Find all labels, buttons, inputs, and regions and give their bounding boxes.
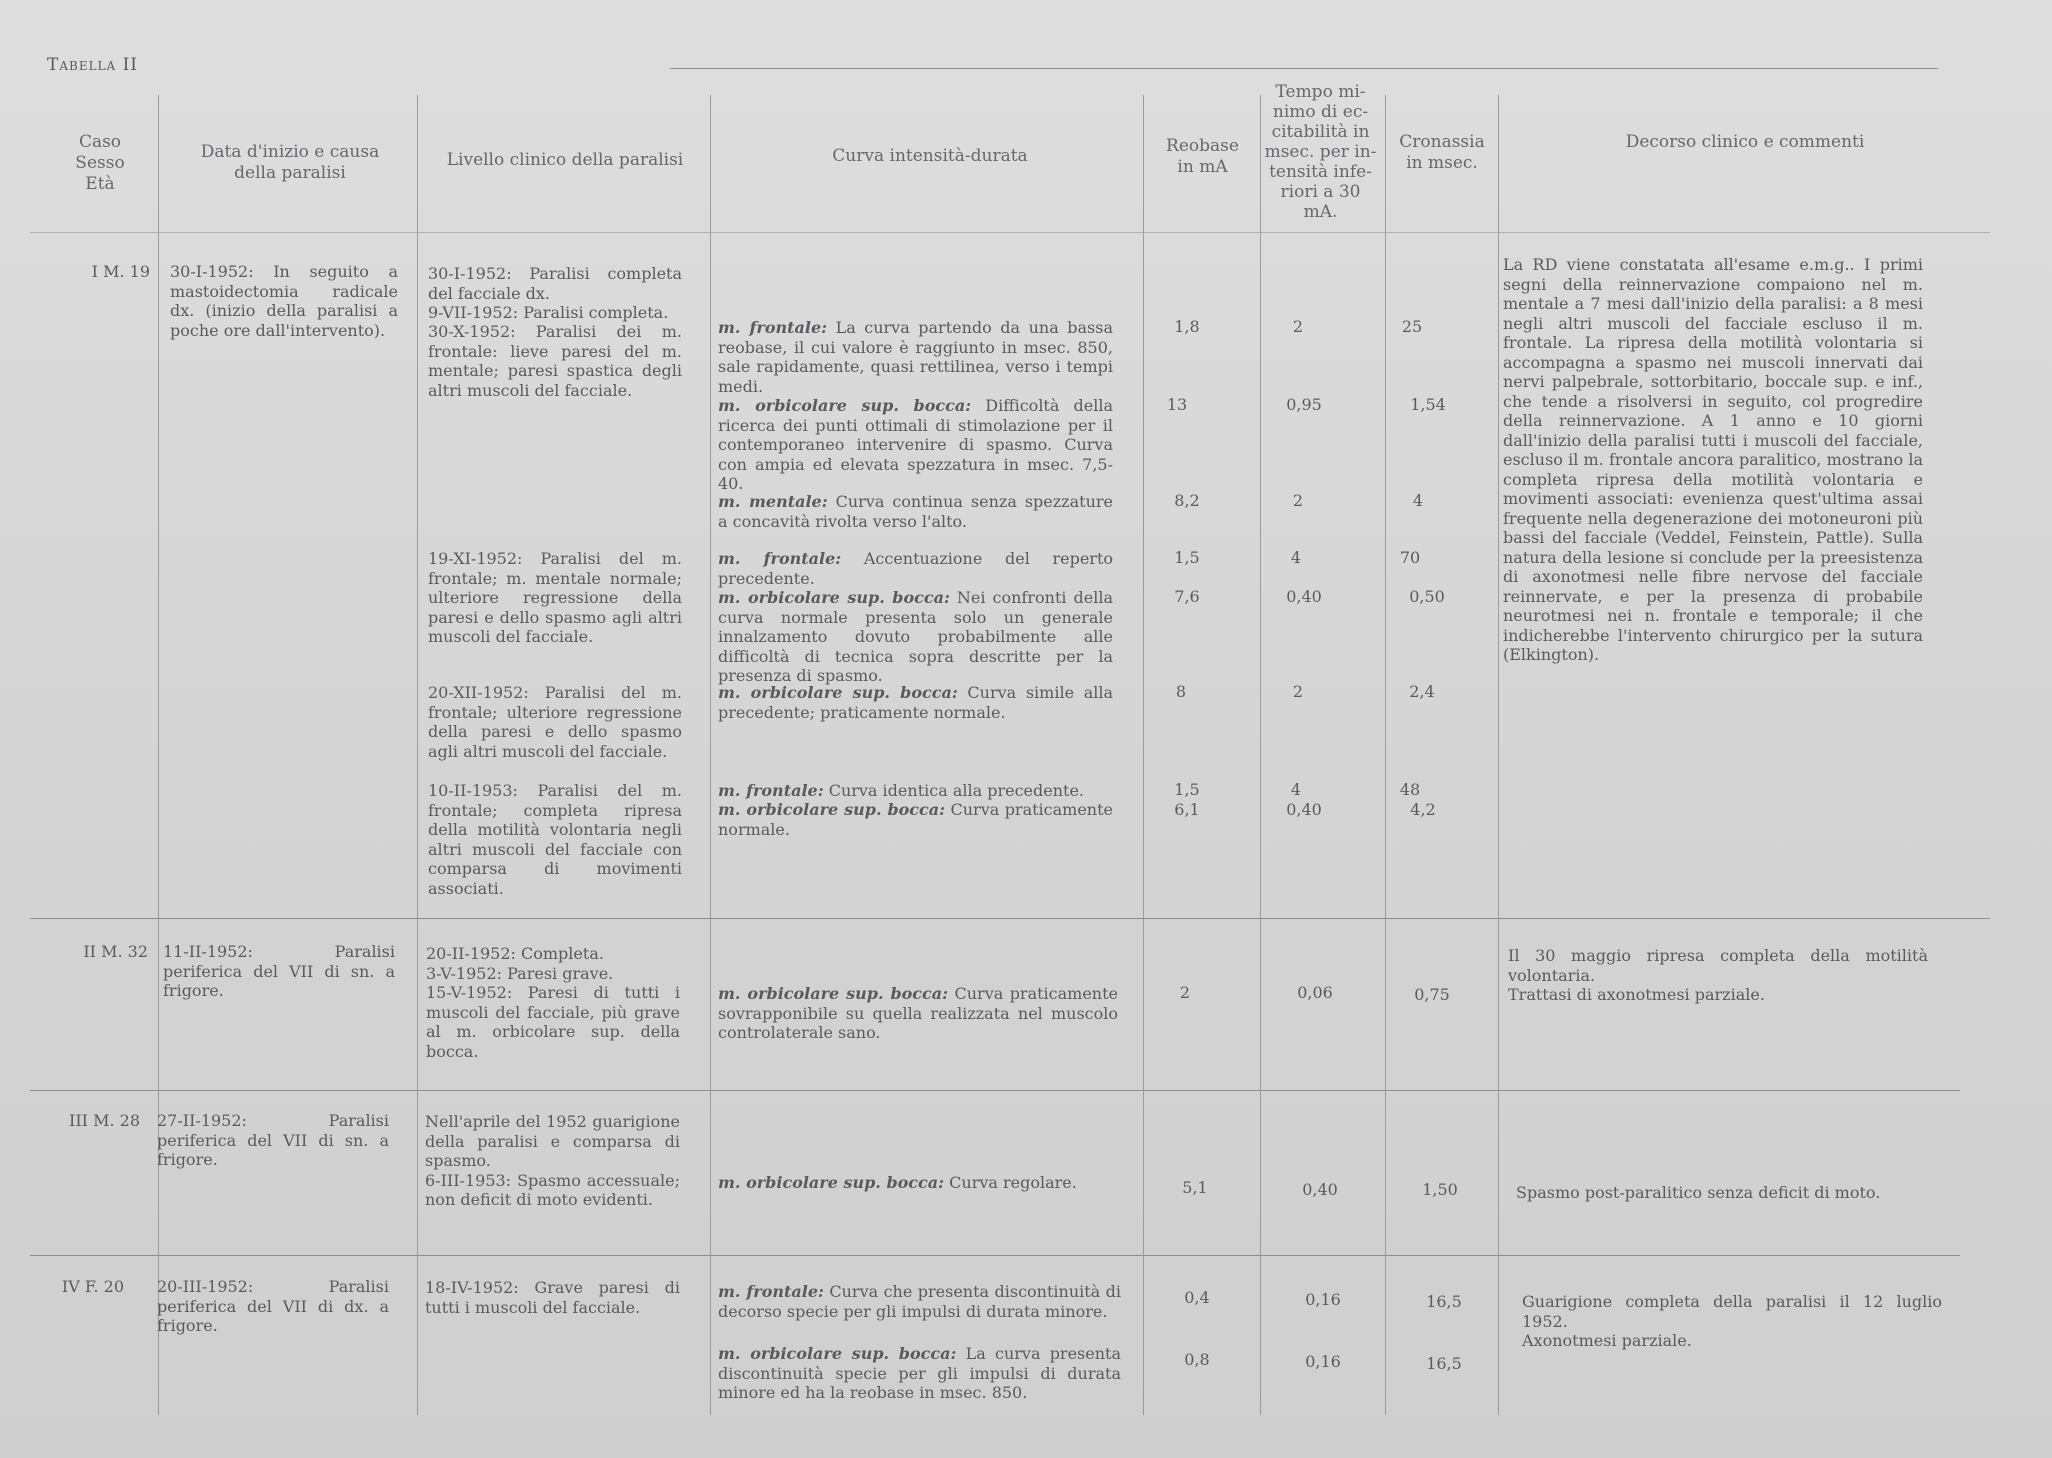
- header-rule: [30, 232, 1990, 233]
- case-4-cronassia-1: 16,5: [1426, 1292, 1462, 1311]
- case-1-livello-4: 19-XI-1952: Paralisi del m. frontale; m. mentale normale; ulteriore regressione della paresi e dello spasmo agli altri muscoli del facciale.: [428, 549, 682, 646]
- header-caso: Caso Sesso Età: [75, 132, 125, 194]
- case-4-id: IV F. 20: [61, 1277, 124, 1296]
- case-1-cronassia-3: 4: [1412, 491, 1424, 510]
- case-1-curva-6: m. orbicolare sup. bocca: Curva simile alla precedente; praticamente normale.: [718, 683, 1114, 722]
- case-2-decorso: Il 30 maggio ripresa completa della motilità volontaria. Trattasi di axonotmesi parziale.: [1508, 946, 1928, 1004]
- case-1-tempo-5: 0,40: [1286, 587, 1322, 606]
- case-1-cronassia-1: 25: [1401, 317, 1423, 336]
- case-2-livelli: 20-II-1952: Completa. 3-V-1952: Paresi grave. 15-V-1952: Paresi di tutti i muscoli del facciale, più grave al m. orbicolare sup. della bocca.: [426, 944, 680, 1061]
- case-1-tempo-7: 4: [1290, 780, 1302, 799]
- row-separator-3: [30, 1255, 1960, 1256]
- case-1-curva-3: m. mentale: Curva continua senza spezzature a concavità rivolta verso l'alto.: [718, 492, 1113, 531]
- case-3-decorso: Spasmo post-paralitico senza deficit di moto.: [1516, 1183, 1881, 1202]
- case-2-tempo: 0,06: [1297, 983, 1333, 1002]
- header-cronassia: Cronassia in msec.: [1399, 132, 1485, 173]
- case-1-tempo-2: 0,95: [1286, 395, 1322, 414]
- case-1-causa: 30-I-1952: In seguito a mastoidectomia radicale dx. (inizio della paralisi a poche ore dall'intervento).: [170, 262, 398, 340]
- col-divider-5: [1260, 95, 1261, 1415]
- case-2-reobase: 2: [1179, 983, 1191, 1002]
- case-1-tempo-1: 2: [1292, 317, 1304, 336]
- case-1-reobase-1: 1,8: [1174, 317, 1200, 336]
- col-divider-1: [158, 95, 159, 1415]
- case-1-id: I M. 19: [91, 262, 150, 281]
- case-4-cronassia-2: 16,5: [1426, 1354, 1462, 1373]
- table-label: Tabella II: [47, 55, 139, 75]
- case-3-id: III M. 28: [69, 1111, 140, 1130]
- header-livello: Livello clinico della paralisi: [446, 150, 684, 170]
- case-1-reobase-3: 8,2: [1174, 491, 1200, 510]
- case-1-curva-1: m. frontale: La curva partendo da una bassa reobase, il cui valore è raggiunto in msec. 850, sale rapidamente, quasi rettilinea, verso i tempi medi.: [718, 318, 1113, 396]
- case-1-cronassia-7: 48: [1399, 780, 1421, 799]
- case-1-cronassia-4: 70: [1399, 548, 1421, 567]
- header-data: Data d'inizio e causa della paralisi: [200, 142, 380, 183]
- case-1-reobase-8: 6,1: [1174, 800, 1200, 819]
- case-1-curva-4: m. frontale: Accentuazione del reperto precedente.: [718, 549, 1113, 588]
- header-decorso: Decorso clinico e commenti: [1625, 132, 1865, 152]
- col-divider-4: [1143, 95, 1144, 1415]
- case-1-reobase-7: 1,5: [1174, 780, 1200, 799]
- case-3-tempo: 0,40: [1302, 1180, 1338, 1199]
- case-1-cronassia-8: 4,2: [1410, 800, 1436, 819]
- case-1-tempo-4: 4: [1290, 548, 1302, 567]
- case-4-causa: 20-III-1952: Paralisi periferica del VII di dx. a frigore.: [157, 1277, 389, 1335]
- case-3-curva-1: m. orbicolare sup. bocca: Curva regolare.: [718, 1173, 1077, 1192]
- case-1-livello-6: 10-II-1953: Paralisi del m. frontale; completa ripresa della motilità volontaria negli altri muscoli del facciale con comparsa di movimenti associati.: [428, 781, 682, 898]
- row-separator-1: [30, 918, 1990, 919]
- case-4-curva-1: m. frontale: Curva che presenta discontinuità di decorso specie per gli impulsi di durata minore.: [718, 1282, 1121, 1321]
- case-1-decorso: La RD viene constatata all'esame e.m.g.. I primi segni della reinnervazione compaiono nel m. mentale a 7 mesi dall'inizio della paralisi: a 8 mesi negli altri muscoli del facciale escluso il m. frontale. La ripresa della motilità volontaria si accompagna a spasmo nei muscoli innervati dai nervi palpebrale, sottorbitario, boccale sup. e inf., che tende a risolversi in seguito, col progredire della reinnervazione. A 1 anno e 10 giorni dall'inizio della paralisi tutti i muscoli del facciale, escluso il m. frontale ancora paralitico, mostrano la completa ripresa della motilità volontaria e movimenti associati: evenienza quest'ultima assai frequente nella degenerazione dei motoneuroni più bassi del facciale (Veddel, Feinstein, Pattle). Sulla natura della lesione si conclude per la preesistenza di axonotmesi nelle fibre nervose del facciale reinnervate, e per la presenza di probabile neurotmesi nei n. frontale e temporale; il che indicherebbe l'intervento chirurgico per la sutura (Elkington).: [1503, 255, 1923, 664]
- case-1-reobase-6: 8: [1175, 682, 1187, 701]
- case-1-tempo-6: 2: [1292, 682, 1304, 701]
- case-4-reobase-2: 0,8: [1184, 1350, 1210, 1369]
- col-divider-7: [1498, 95, 1499, 1415]
- case-1-curva-8: m. orbicolare sup. bocca: Curva praticamente normale.: [718, 800, 1114, 839]
- case-4-curva-2: m. orbicolare sup. bocca: La curva presenta discontinuità specie per gli impulsi di durata minore ed ha la reobase in msec. 850.: [718, 1344, 1121, 1402]
- case-1-livello-5: 20-XII-1952: Paralisi del m. frontale; ulteriore regressione della paresi e dello spasmo agli altri muscoli del facciale.: [428, 683, 682, 761]
- case-1-livello-3: 30-X-1952: Paralisi dei m. frontale: lieve paresi del m. mentale; paresi spastica degli altri muscoli del facciale.: [428, 322, 682, 400]
- case-3-reobase: 5,1: [1182, 1178, 1208, 1197]
- header-tempo: Tempo mi- nimo di ec- citabilità in msec. per in- tensità infe- riori a 30 mA.: [1264, 82, 1377, 222]
- col-divider-2: [417, 95, 418, 1415]
- case-1-tempo-8: 0,40: [1286, 800, 1322, 819]
- case-1-curva-2: m. orbicolare sup. bocca: Difficoltà della ricerca dei punti ottimali di stimolazione per il contemporaneo intervenire di spasmo. Curva con ampia ed elevata spezzatura in msec. 7,5-40.: [718, 396, 1114, 493]
- case-2-causa: 11-II-1952: Paralisi periferica del VII di sn. a frigore.: [163, 942, 395, 1000]
- top-rule: [670, 68, 1938, 69]
- case-1-tempo-3: 2: [1292, 491, 1304, 510]
- case-1-cronassia-6: 2,4: [1409, 682, 1435, 701]
- case-3-livelli: Nell'aprile del 1952 guarigione della paralisi e comparsa di spasmo. 6-III-1953: Spasmo accessuale; non deficit di moto evidenti.: [425, 1112, 680, 1209]
- case-1-curva-7: m. frontale: Curva identica alla precedente.: [718, 781, 1085, 800]
- case-3-cronassia: 1,50: [1422, 1180, 1458, 1199]
- case-1-curva-5: m. orbicolare sup. bocca: Nei confronti della curva normale presenta solo un generale innalzamento dovuto probabilmente alle difficoltà di tecnica sopra descritte per la presenza di spasmo.: [718, 588, 1114, 685]
- case-4-reobase-1: 0,4: [1184, 1288, 1210, 1307]
- case-4-tempo-2: 0,16: [1305, 1352, 1341, 1371]
- case-2-cronassia: 0,75: [1414, 985, 1450, 1004]
- case-3-causa: 27-II-1952: Paralisi periferica del VII di sn. a frigore.: [157, 1111, 389, 1169]
- col-divider-6: [1385, 95, 1386, 1415]
- case-2-id: II M. 32: [83, 942, 148, 961]
- row-separator-2: [30, 1090, 1960, 1091]
- col-divider-3: [710, 95, 711, 1415]
- case-1-reobase-2: 13: [1166, 395, 1188, 414]
- header-curva: Curva intensità-durata: [832, 146, 1028, 166]
- case-2-curva-1: m. orbicolare sup. bocca: Curva praticamente sovrapponibile su quella realizzata nel muscolo controlaterale sano.: [718, 984, 1119, 1042]
- case-1-reobase-4: 1,5: [1174, 548, 1200, 567]
- case-1-livello-2: 9-VII-1952: Paralisi completa.: [428, 303, 669, 322]
- case-1-reobase-5: 7,6: [1174, 587, 1200, 606]
- header-reobase: Reobase in mA: [1166, 136, 1239, 177]
- case-1-livello-1: 30-I-1952: Paralisi completa del facciale dx.: [428, 264, 682, 303]
- case-4-livelli: 18-IV-1952: Grave paresi di tutti i muscoli del facciale.: [425, 1278, 680, 1317]
- case-4-tempo-1: 0,16: [1305, 1290, 1341, 1309]
- case-1-cronassia-5: 0,50: [1409, 587, 1445, 606]
- case-4-decorso: Guarigione completa della paralisi il 12 luglio 1952. Axonotmesi parziale.: [1522, 1292, 1942, 1350]
- case-1-cronassia-2: 1,54: [1410, 395, 1446, 414]
